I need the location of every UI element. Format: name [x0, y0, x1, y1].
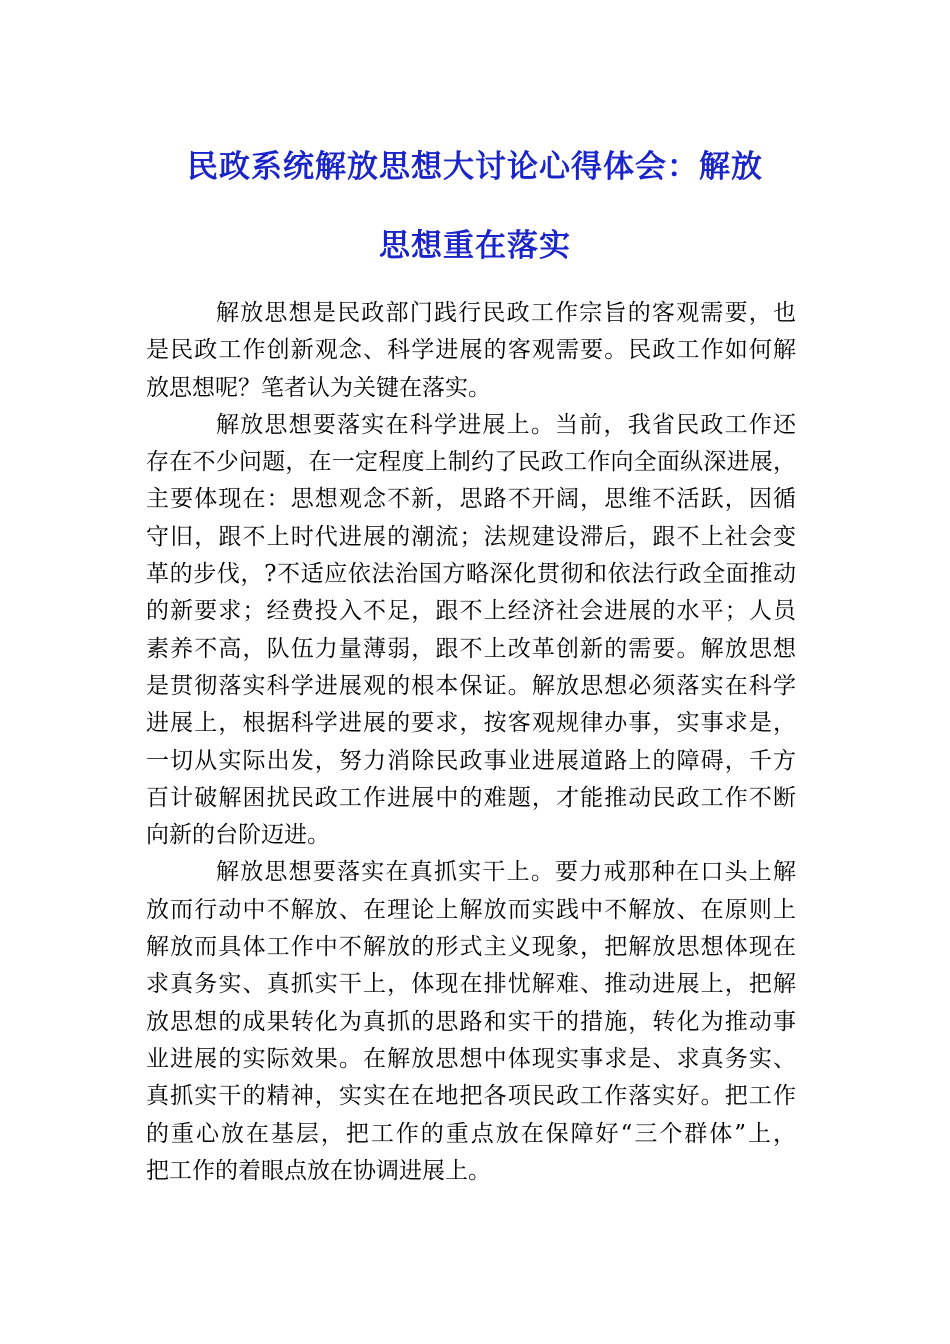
document-title: [130, 128, 820, 286]
paragraph-line: 解放思想要落实在真抓实干上。要力戒那种在口头上解: [216, 859, 796, 886]
paragraph-line: 的新要求；经费投入不足，跟不上经济社会进展的水平；人员: [146, 598, 796, 625]
paragraph-2: [146, 407, 796, 855]
paragraph-line: 进展上，根据科学进展的要求，按客观规律办事，实事求是，: [146, 710, 796, 737]
paragraph-line: 守旧，跟不上时代进展的潮流；法规建设滞后，跟不上社会变: [146, 523, 796, 550]
paragraph-line: 业进展的实际效果。在解放思想中体现实事求是、求真务实、: [146, 1045, 796, 1072]
paragraph-line: 向新的台阶迈进。: [146, 822, 330, 849]
paragraph-line: 放而行动中不解放、在理论上解放而实践中不解放、在原则上: [146, 896, 796, 923]
paragraph-line: 的重心放在基层，把工作的重点放在保障好“三个群体”上，: [146, 1120, 796, 1147]
paragraph-line: 革的步伐，?不适应依法治国方略深化贯彻和依法行政全面推动: [146, 561, 796, 588]
paragraph-1: [146, 295, 796, 407]
title-line-1: 民政系统解放思想大讨论心得体会：解放: [187, 149, 763, 185]
paragraph-line: 放思想的成果转化为真抓的思路和实干的措施，转化为推动事: [146, 1008, 796, 1035]
paragraph-line: 解放思想要落实在科学进展上。当前，我省民政工作还: [216, 411, 796, 438]
paragraph-line: 真抓实干的精神，实实在在地把各项民政工作落实好。把工作: [146, 1083, 796, 1110]
paragraph-line: 解放而具体工作中不解放的形式主义现象，把解放思想体现在: [146, 934, 796, 961]
paragraph-line: 百计破解困扰民政工作进展中的难题，才能推动民政工作不断: [146, 784, 796, 811]
title-line-2: 思想重在落实: [379, 228, 571, 264]
paragraph-line: 存在不少问题，在一定程度上制约了民政工作向全面纵深进展，: [146, 449, 796, 476]
paragraph-line: 求真务实、真抓实干上，体现在排忧解难、推动进展上，把解: [146, 971, 796, 998]
paragraph-line: 解放思想是民政部门践行民政工作宗旨的客观需要，也: [216, 300, 796, 326]
paragraph-line: 是民政工作创新观念、科学进展的客观需要。民政工作如何解: [146, 337, 796, 364]
paragraph-line: 是贯彻落实科学进展观的根本保证。解放思想必须落实在科学: [146, 672, 796, 699]
paragraph-line: 一切从实际出发，努力消除民政事业进展道路上的障碍，千方: [146, 747, 796, 774]
document-body: [146, 295, 796, 1190]
paragraph-line: 素养不高，队伍力量薄弱，跟不上改革创新的需要。解放思想: [146, 635, 796, 662]
paragraph-3: [146, 854, 796, 1190]
paragraph-line: 放思想呢？笔者认为关键在落实。: [146, 374, 491, 401]
paragraph-line: 把工作的着眼点放在协调进展上。: [146, 1157, 491, 1184]
paragraph-line: 主要体现在：思想观念不新，思路不开阔，思维不活跃，因循: [146, 486, 796, 513]
